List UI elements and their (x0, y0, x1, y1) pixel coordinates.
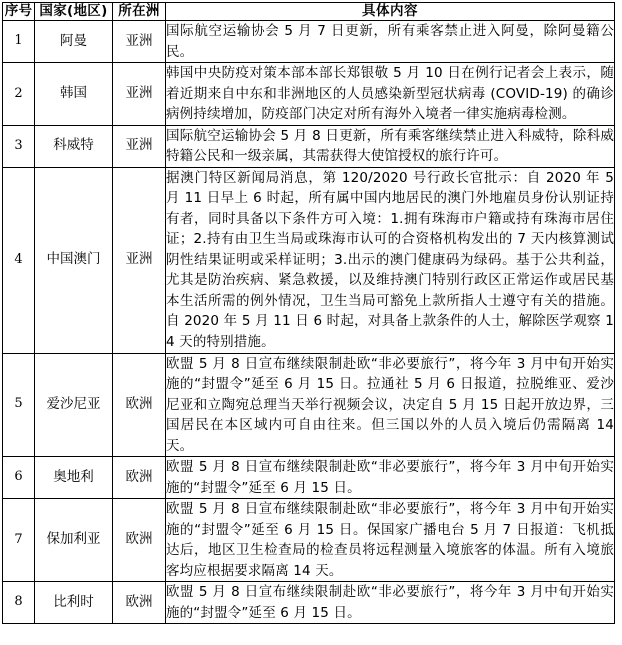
cell-continent: 亚洲 (113, 125, 166, 167)
cell-sequence: 8 (3, 582, 35, 624)
table-row (3, 167, 615, 353)
cell-continent: 欧洲 (113, 499, 166, 582)
table-row (3, 63, 615, 126)
cell-content: 韩国中央防疫对策本部本部长郑银敬 5 月 10 日在例行记者会上表示，随着近期来自中东和非洲地区的人员感染新型冠状病毒 (COVID-19) 的确诊病例持续增加，防疫部门决定对所有海外入境者一律实施病毒检测。 (166, 63, 615, 126)
cell-content: 欧盟 5 月 8 日宣布继续限制赴欧“非必要旅行”，将今年 3 月中旬开始实施的“封盟令”延至 6 月 15 日。保国家广播电台 5 月 7 日报道：飞机抵达后，地区卫生检查局的检查员将远程测量入境旅客的体温。所有入境旅客均应根据要求隔离 14 天。 (166, 499, 615, 582)
cell-continent: 亚洲 (113, 21, 166, 63)
cell-country: 比利时 (35, 582, 113, 624)
cell-sequence: 5 (3, 353, 35, 457)
cell-continent: 欧洲 (113, 353, 166, 457)
table-row (3, 499, 615, 582)
cell-country: 奥地利 (35, 457, 113, 499)
cell-content: 欧盟 5 月 8 日宣布继续限制赴欧“非必要旅行”，将今年 3 月中旬开始实施的“封盟令”延至 6 月 15 日。 (166, 582, 615, 624)
cell-sequence: 6 (3, 457, 35, 499)
cell-content: 欧盟 5 月 8 日宣布继续限制赴欧“非必要旅行”，将今年 3 月中旬开始实施的“封盟令”延至 6 月 15 日。 (166, 457, 615, 499)
cell-country: 保加利亚 (35, 499, 113, 582)
cell-continent: 欧洲 (113, 582, 166, 624)
table-row (3, 457, 615, 499)
cell-sequence: 1 (3, 21, 35, 63)
column-header-continent: 所在洲 (113, 3, 166, 21)
table-header-row (3, 3, 615, 21)
cell-sequence: 7 (3, 499, 35, 582)
table-row (3, 125, 615, 167)
table-row (3, 21, 615, 63)
cell-continent: 亚洲 (113, 63, 166, 126)
table-header (3, 3, 615, 21)
column-header-sequence: 序号 (3, 3, 35, 21)
entry-restrictions-table (2, 2, 615, 624)
cell-sequence: 3 (3, 125, 35, 167)
cell-content: 国际航空运输协会 5 月 7 日更新，所有乘客禁止进入阿曼，除阿曼籍公民。 (166, 21, 615, 63)
cell-sequence: 4 (3, 167, 35, 353)
cell-country: 科威特 (35, 125, 113, 167)
table-row (3, 353, 615, 457)
table-row (3, 582, 615, 624)
cell-country: 阿曼 (35, 21, 113, 63)
cell-content: 国际航空运输协会 5 月 8 日更新，所有乘客继续禁止进入科威特，除科威特籍公民和一级亲属，其需获得大使馆授权的旅行许可。 (166, 125, 615, 167)
cell-continent: 欧洲 (113, 457, 166, 499)
cell-sequence: 2 (3, 63, 35, 126)
table-body (3, 21, 615, 624)
column-header-content: 具体内容 (166, 3, 615, 21)
cell-content: 据澳门特区新闻局消息，第 120/2020 号行政长官批示：自 2020 年 5 月 11 日早上 6 时起，所有属中国内地居民的澳门外地雇员身份认别证持有者，同时具备以下条件方可入境：1.拥有珠海市户籍或持有珠海市居住证；2.持有由卫生当局或珠海市认可的合资格机构发出的 7 天内核算测试阴性结果证明或采样证明；3.出示的澳门健康码为绿码。基于公共利益，尤其是防治疾病、紧急救援，以及维持澳门特别行政区正常运作或居民基本生活所需的例外情况，卫生当局可豁免上款所指人士遵守有关的措施。自 2020 年 5 月 11 日 6 时起，对具备上款条件的人士，解除医学观察 14 天的特别措施。 (166, 167, 615, 353)
cell-country: 爱沙尼亚 (35, 353, 113, 457)
column-header-country: 国家(地区) (35, 3, 113, 21)
cell-content: 欧盟 5 月 8 日宣布继续限制赴欧“非必要旅行”，将今年 3 月中旬开始实施的“封盟令”延至 6 月 15 日。拉通社 5 月 6 日报道，拉脱维亚、爱沙尼亚和立陶宛总理当天举行视频会议，决定自 5 月 15 日起开放边界，三国居民在本区域内可自由往来。但三国以外的人员入境后仍需隔离 14 天。 (166, 353, 615, 457)
cell-country: 中国澳门 (35, 167, 113, 353)
cell-continent: 亚洲 (113, 167, 166, 353)
cell-country: 韩国 (35, 63, 113, 126)
